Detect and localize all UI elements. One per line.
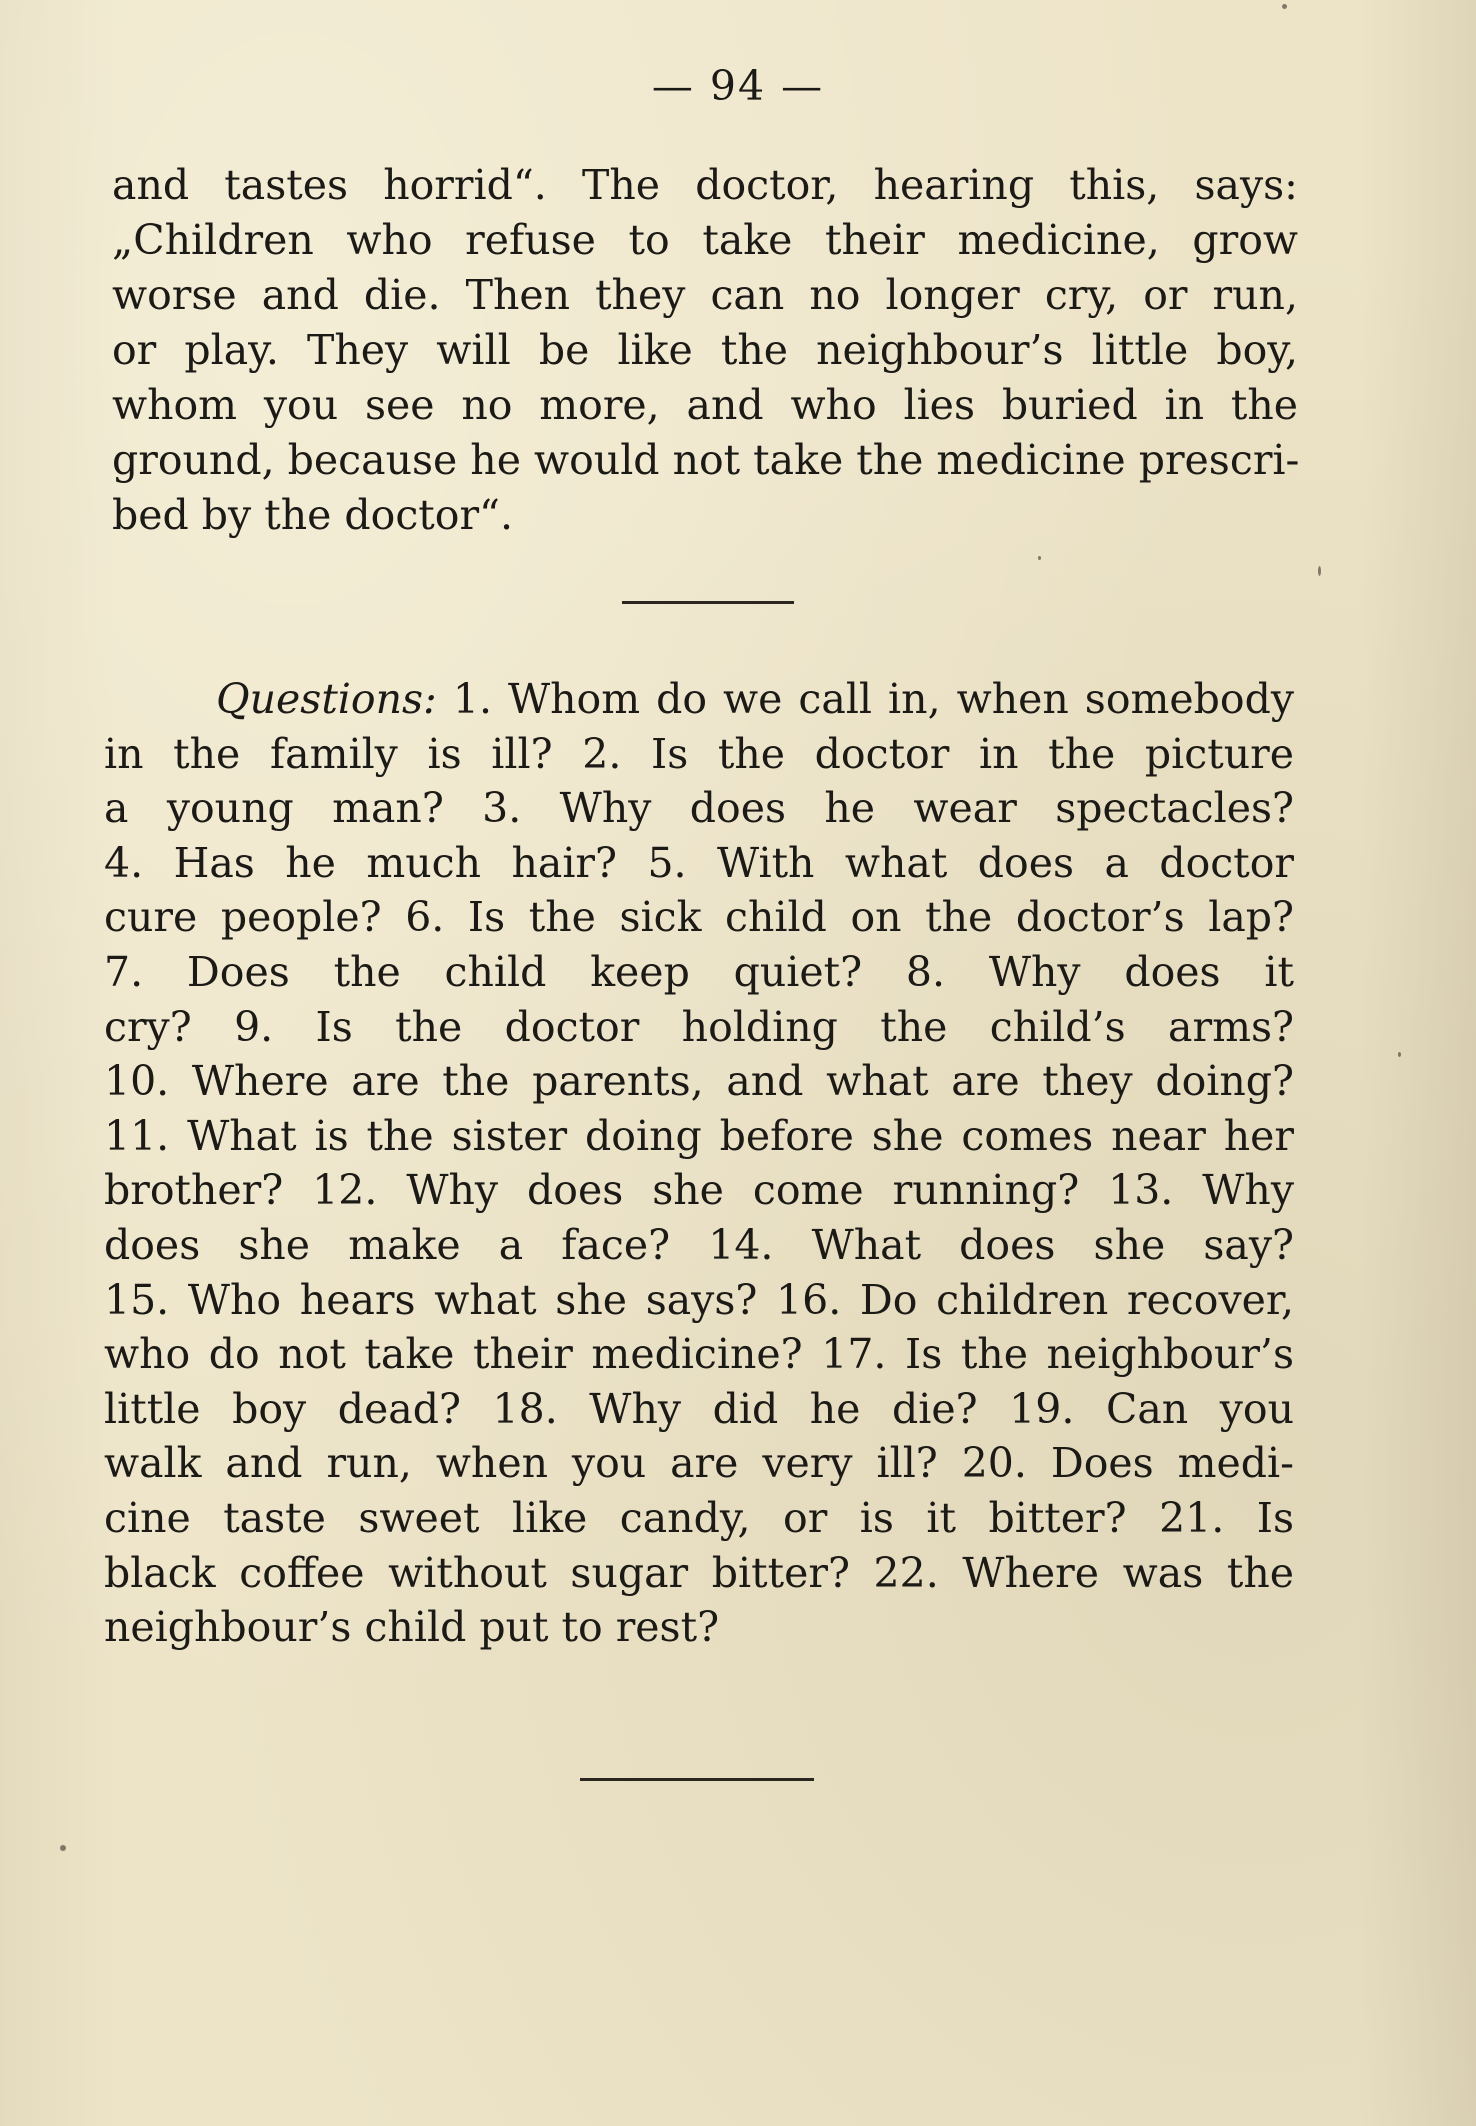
- question-line: black coffee without sugar bitter? 22. Where was the: [104, 1548, 1294, 1597]
- question-line: does she make a face? 14. What does she say?: [104, 1220, 1294, 1269]
- paragraph-line: „Children who refuse to take their medicine, grow: [112, 216, 1298, 264]
- question-line: 1. Whom do we call in, when somebody: [452, 675, 1294, 723]
- question-line: in the family is ill? 2. Is the doctor in the picture: [104, 729, 1294, 778]
- page-number: — 94 —: [651, 62, 825, 110]
- section-divider: [622, 601, 794, 604]
- paragraph-line: or play. They will be like the neighbour’s little boy,: [112, 326, 1298, 374]
- story-paragraph: [112, 158, 1298, 543]
- question-line: cine taste sweet like candy, or is it bitter? 21. Is: [104, 1493, 1294, 1542]
- paragraph-line: bed by the doctor“.: [112, 491, 514, 539]
- paper-speck: [1038, 556, 1041, 560]
- question-line: who do not take their medicine? 17. Is the neighbour’s: [104, 1330, 1294, 1379]
- paper-speck: [1318, 566, 1321, 576]
- paragraph-line: and tastes horrid“. The doctor, hearing this, says:: [112, 161, 1298, 209]
- question-line: 11. What is the sister doing before she comes near her: [104, 1111, 1294, 1160]
- questions-label: Questions:: [216, 675, 437, 723]
- question-line: little boy dead? 18. Why did he die? 19. Can you: [104, 1384, 1294, 1433]
- paragraph-line: whom you see no more, and who lies buried in the: [112, 381, 1298, 429]
- question-line: 7. Does the child keep quiet? 8. Why does it: [104, 947, 1294, 996]
- question-line: 10. Where are the parents, and what are they doing?: [104, 1057, 1294, 1106]
- question-line: a young man? 3. Why does he wear spectacles?: [104, 784, 1294, 833]
- question-line: neighbour’s child put to rest?: [104, 1603, 720, 1652]
- paper-speck: [60, 1845, 66, 1851]
- question-line: walk and run, when you are very ill? 20. Does medi-: [104, 1439, 1294, 1488]
- question-line: 15. Who hears what she says? 16. Do children recover,: [104, 1275, 1294, 1324]
- paragraph-line: worse and die. Then they can no longer cry, or run,: [112, 271, 1298, 319]
- question-line: cry? 9. Is the doctor holding the child’s arms?: [104, 1002, 1294, 1051]
- questions-section: [104, 672, 1294, 1672]
- question-line: 4. Has he much hair? 5. With what does a doctor: [104, 838, 1294, 887]
- questions-first-line: [104, 672, 1294, 727]
- end-divider: [580, 1778, 814, 1781]
- paper-speck: [1398, 1052, 1401, 1057]
- paragraph-line: ground, because he would not take the medicine prescri-: [112, 436, 1300, 484]
- paper-speck: [1282, 4, 1287, 9]
- question-line: cure people? 6. Is the sick child on the doctor’s lap?: [104, 893, 1294, 942]
- question-line: brother? 12. Why does she come running? 13. Why: [104, 1166, 1294, 1215]
